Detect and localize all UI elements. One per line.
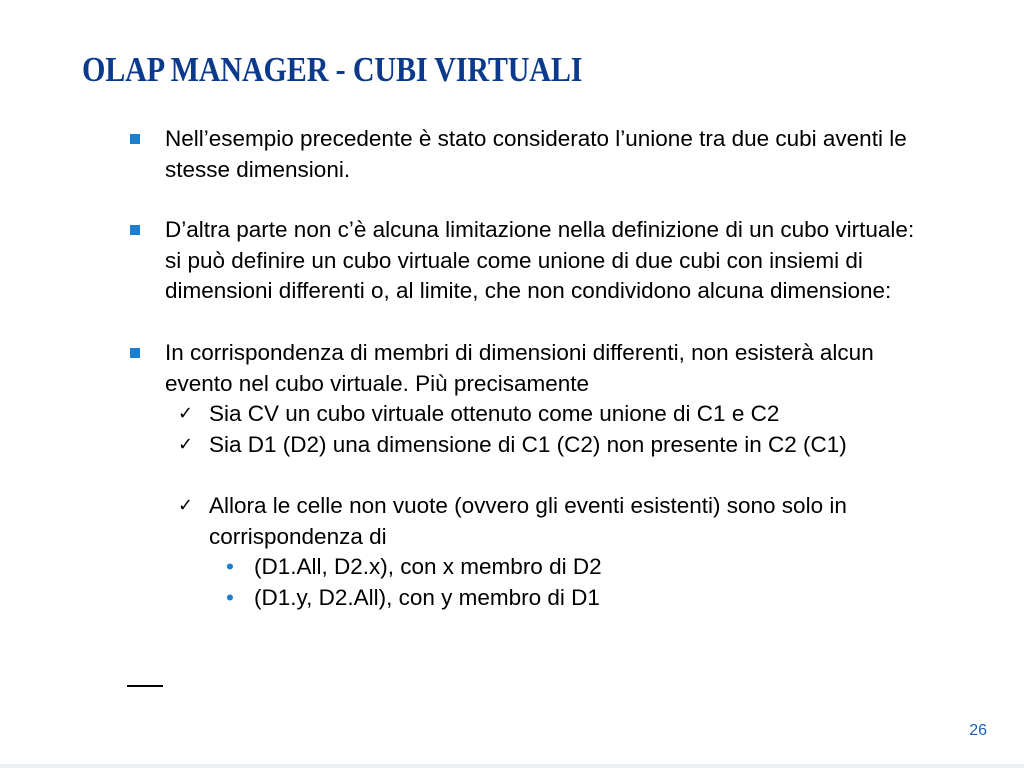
sub-bullet-item <box>178 430 968 461</box>
bullet-text: Nell’esempio precedente è stato considerato l’unione tra due cubi aventi le stesse dimensioni. <box>165 126 907 182</box>
page-number: 26 <box>969 722 987 739</box>
sub-bullet-text: Allora le celle non vuote (ovvero gli eventi esistenti) sono solo in corrispondenza di <box>209 493 847 549</box>
bullet-item <box>130 215 930 307</box>
dot-bullet-icon: • <box>226 554 234 579</box>
checkmark-icon: ✓ <box>178 403 194 424</box>
bullet-item <box>130 124 930 185</box>
sub-sub-bullet-item <box>226 583 826 614</box>
sub-sub-bullet-item <box>226 552 826 583</box>
sub-bullet-item <box>178 491 968 552</box>
sub-bullet-item <box>178 399 968 430</box>
sub-bullet-text: Sia CV un cubo virtuale ottenuto come unione di C1 e C2 <box>209 401 780 426</box>
sub-sub-bullet-text: (D1.All, D2.x), con x membro di D2 <box>254 554 602 579</box>
slide-title: OLAP MANAGER - CUBI VIRTUALI <box>82 50 583 89</box>
footer-divider <box>127 685 163 687</box>
bullet-text: D’altra parte non c’è alcuna limitazione nella definizione di un cubo virtuale: si può definire un cubo virtuale come unione di due cubi con insiemi di dimensioni differenti o, al limite, che non condividono alcuna dimensione: <box>165 217 915 304</box>
square-bullet-icon <box>130 225 140 235</box>
checkmark-icon: ✓ <box>178 434 194 455</box>
bottom-strip <box>0 764 1024 768</box>
bullet-item <box>130 338 930 399</box>
checkmark-icon: ✓ <box>178 495 194 516</box>
square-bullet-icon <box>130 134 140 144</box>
sub-bullet-text: Sia D1 (D2) una dimensione di C1 (C2) non presente in C2 (C1) <box>209 432 847 457</box>
square-bullet-icon <box>130 348 140 358</box>
dot-bullet-icon: • <box>226 585 234 610</box>
sub-sub-bullet-text: (D1.y, D2.All), con y membro di D1 <box>254 585 600 610</box>
bullet-text: In corrispondenza di membri di dimensioni differenti, non esisterà alcun evento nel cubo virtuale. Più precisamente <box>165 340 874 396</box>
